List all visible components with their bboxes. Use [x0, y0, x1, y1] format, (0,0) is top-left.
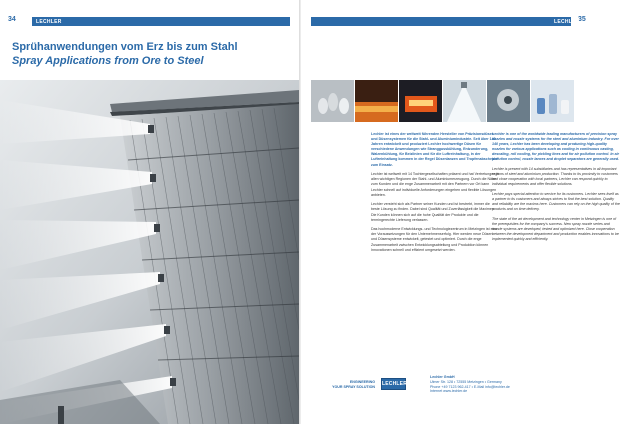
german-text-column: [371, 132, 499, 257]
english-paragraph: The state of the art development and technology center in Metzingen is one of the prerequisites for the company's success. New spray nozzle series and nozzle systems are developed, tested and optimized here. Close cooperation between the development department and production enables innovations to be implemented quickly and efficiently.: [492, 217, 619, 242]
header-brand-right: LECHLER: [554, 18, 580, 25]
english-paragraph: Lechler is one of the worldwide leading manufacturers of precision spray nozzles and nozzle systems for the steel and aluminium industry. For over 140 years, Lechler has been developing and producing high-quality nozzles for various applications such as cooling in continuous casting, descaling, roll cooling, for pickling lines and for air pollution control. In air pollution control, nozzle lances and droplet separators are generally used.: [492, 132, 620, 162]
header-brand-left: LECHLER: [36, 18, 62, 25]
spray-nozzle-photo: [0, 80, 299, 424]
tagline-line-2: YOUR SPRAY SOLUTION: [332, 384, 375, 389]
lechler-logo: [381, 378, 406, 390]
thumbnail-glowing-slab: [399, 80, 442, 122]
tagline-line-1: ENGINEERING: [349, 380, 375, 384]
company-address: [430, 375, 510, 394]
page-title-english: Spray Applications from Ore to Steel: [12, 55, 204, 67]
page-gutter: [299, 0, 301, 424]
header-bar-right: [311, 17, 571, 26]
logo-text: LECHLER: [382, 381, 408, 388]
company-name: Lechler GmbH: [430, 375, 455, 379]
english-paragraph: Lechler is present with 14 subsidiaries and has representatives in all important regions of steel and aluminium production. Thanks to its proximity to customers and close cooperation with local partners, Lechler can respond quickly to individual requirements and offer flexible solutions.: [492, 167, 618, 187]
thumbnail-lab-samples: [531, 80, 574, 122]
thumbnail-nozzle-parts: [311, 80, 354, 122]
german-paragraph: Lechler ist weltweit mit 14 Tochtergesellschaften präsent und hat Vertretungen in allen wichtigen Regionen der Stahl- und Aluminiumerzeugung. Durch die Nähe zum Kunden und die enge Zusammenarbeit mit den Partnern vor Ort kann Lechler schnell auf individuelle Anforderungen eingehen und flexible Lösungen anbieten.: [371, 172, 499, 197]
thumbnail-spray-cone: [443, 80, 486, 122]
footer-tagline: [325, 380, 375, 389]
company-web: Internet www.lechler.de: [430, 389, 468, 394]
header-bar-left: [32, 17, 290, 26]
page-title-german: Sprühanwendungen vom Erz bis zum Stahl: [12, 41, 238, 53]
company-street: Ulmer Str. 128 • 72555 Metzingen • Germany: [430, 379, 502, 384]
german-paragraph: Lechler ist eines der weltweit führenden Hersteller von Präzisionsdüsen und Düsensystemen für die Stahl- und Aluminiumindustrie. Seit über 140 Jahren entwickelt und produziert Lechler hochwertige Düsen für verschiedene Anwendungen wie Stranggusskühlung, Entzunderung, Walzenkühlung, für Beizlinien und für die Luftreinhaltung, in der Luftreinhaltung kommen in der Regel Düsenlanzen und Tropfenabscheider zum Einsatz.: [371, 132, 499, 167]
thumbnail-nozzle-closeup: [487, 80, 530, 122]
english-text-column: [492, 132, 620, 247]
thumbnail-hot-steel: [355, 80, 398, 122]
company-phone: Phone +49 7123 962-417 • E-Mail info@lechler.de: [430, 384, 510, 389]
page-number-left: 34: [8, 16, 16, 23]
german-paragraph: Das hochmoderne Entwicklungs- und Technologiezentrum in Metzingen ist eine der Voraussetzungen für den Unternehmenserfolg. Hier werden neue Düsen und Düsensysteme entwickelt, getestet und optimiert. Durch die enge Zusammenarbeit zwischen Entwicklungsabteilung und Produktion können Innovationen schnell und effizient umgesetzt werden.: [371, 227, 498, 252]
english-paragraph: Lechler pays special attention to service for its customers. Lechler sees itself as a partner to its customers and always strives to find the best solution. Quality and reliability are the maxims here. Customers can rely on the high quality of the products and on time delivery.: [492, 192, 620, 212]
page-number-right: 35: [578, 16, 586, 23]
german-paragraph: Lechler versteht sich als Partner seiner Kunden und ist bestrebt, immer die beste Lösung zu finden. Dabei sind Qualität und Zuverlässigkeit die Maximen. Die Kunden können sich auf die hohe Qualität der Produkte und die termingerechte Lieferung verlassen.: [371, 202, 495, 222]
